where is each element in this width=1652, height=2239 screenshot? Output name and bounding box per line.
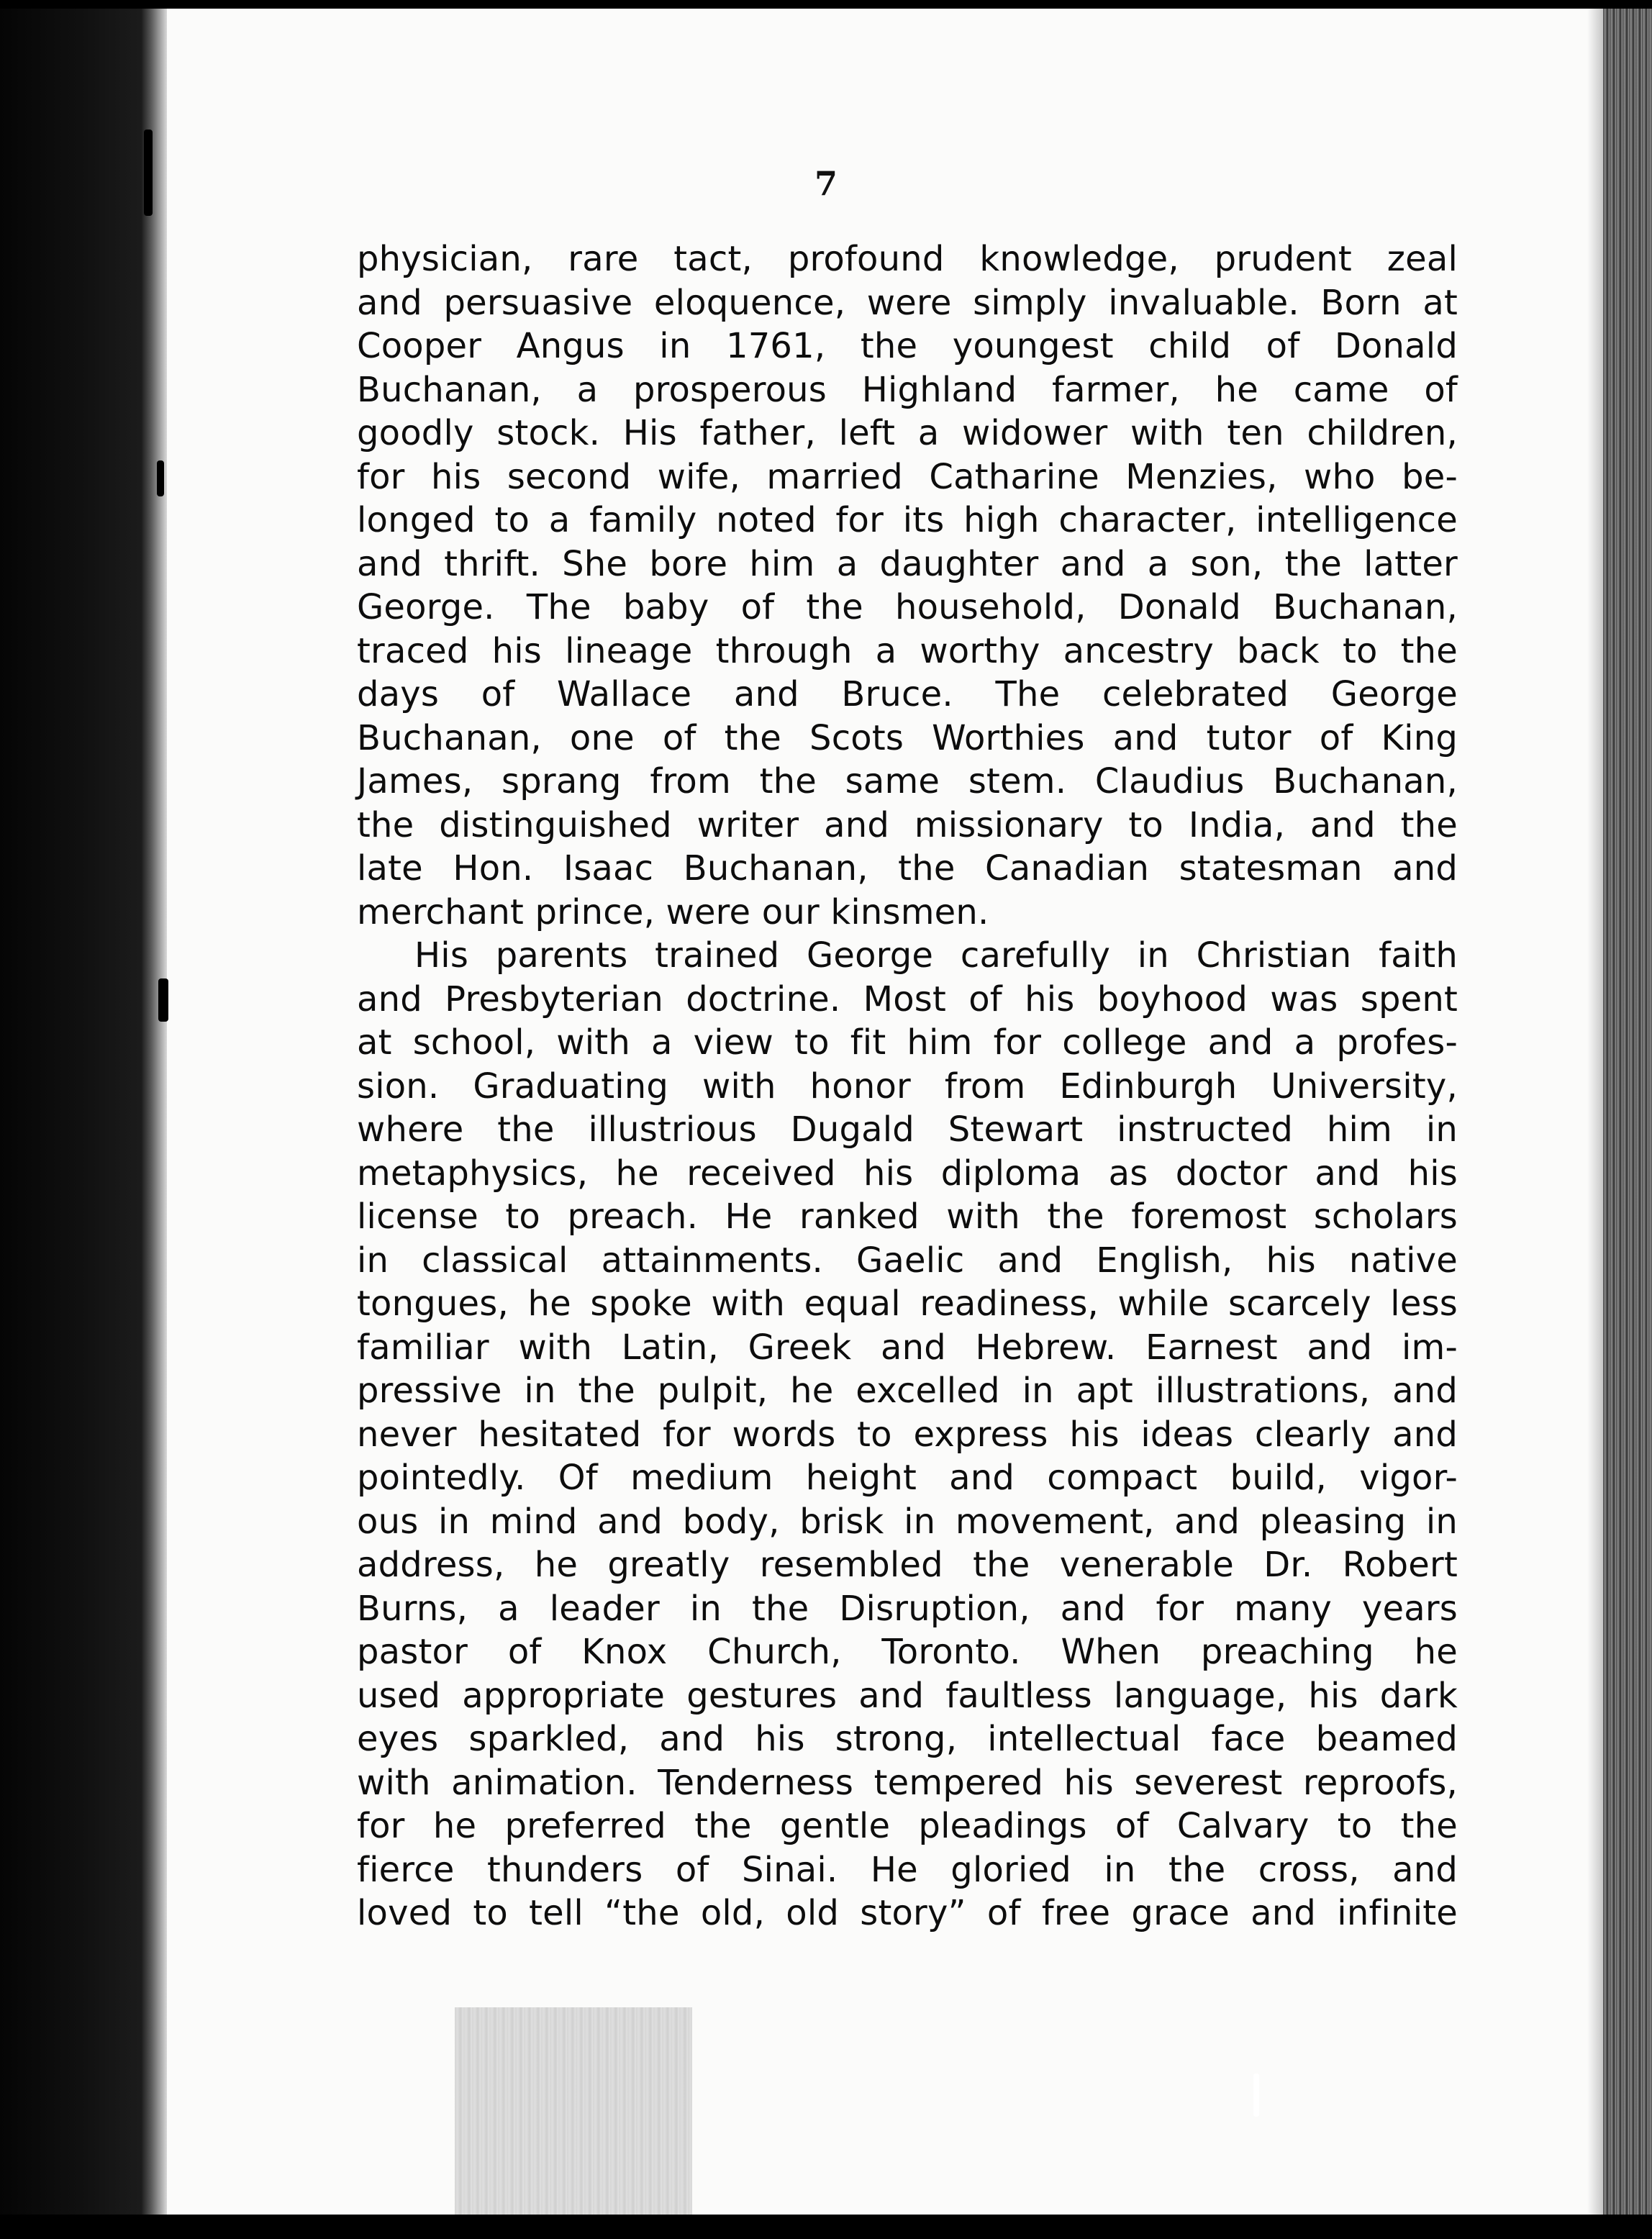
scan-top-border <box>0 0 1652 9</box>
text-line: physician, rare tact, profound knowledge, prudent zeal <box>357 239 1458 279</box>
text-line: Burns, a leader in the Disruption, and for many years <box>357 1588 1458 1629</box>
text-line: used appropriate gestures and faultless language, his dark <box>357 1675 1458 1716</box>
text-line: metaphysics, he received his diploma as doctor and his <box>357 1153 1458 1194</box>
text-line: traced his lineage through a worthy ancestry back to the <box>357 630 1458 671</box>
text-line: pressive in the pulpit, he excelled in apt illustrations, and <box>357 1371 1458 1411</box>
text-line: never hesitated for words to express his ideas clearly and <box>357 1414 1458 1455</box>
binding-mark <box>157 460 164 496</box>
text-line: license to preach. He ranked with the foremost scholars <box>357 1196 1458 1237</box>
text-line: for his second wife, married Catharine Menzies, who be- <box>357 456 1458 497</box>
text-line: longed to a family noted for its high character, intelligence <box>357 500 1458 540</box>
text-line: pastor of Knox Church, Toronto. When preaching he <box>357 1632 1458 1672</box>
text-line: for he preferred the gentle pleadings of Calvary to the <box>357 1806 1458 1846</box>
text-line: merchant prince, were our kinsmen. <box>357 891 989 932</box>
text-line: Cooper Angus in 1761, the youngest child of Donald <box>357 326 1458 366</box>
text-line: George. The baby of the household, Donald Buchanan, <box>357 587 1458 627</box>
scan-bottom-border <box>0 2215 1652 2239</box>
text-line: and Presbyterian doctrine. Most of his boyhood was spent <box>357 978 1458 1019</box>
text-line: days of Wallace and Bruce. The celebrated George <box>357 674 1458 714</box>
scan-left-margin <box>0 0 144 2239</box>
text-line: where the illustrious Dugald Stewart instructed him in <box>357 1109 1458 1150</box>
scan-artifact <box>1253 2074 1259 2117</box>
page-stack-edge <box>1603 0 1652 2239</box>
text-line: address, he greatly resembled the venerable Dr. Robert <box>357 1545 1458 1585</box>
text-line: eyes sparkled, and his strong, intellectual face beamed <box>357 1719 1458 1759</box>
text-line: fierce thunders of Sinai. He gloried in the cross, and <box>357 1849 1458 1890</box>
paper-smudge <box>455 2007 692 2223</box>
text-line: Buchanan, one of the Scots Worthies and tutor of King <box>357 717 1458 758</box>
text-line: loved to tell “the old, old story” of free grace and infinite <box>357 1893 1458 1933</box>
text-line: and thrift. She bore him a daughter and a son, the latter <box>357 543 1458 584</box>
text-line: in classical attainments. Gaelic and English, his native <box>357 1240 1458 1281</box>
page-number: 7 <box>814 164 838 203</box>
text-line: late Hon. Isaac Buchanan, the Canadian statesman and <box>357 848 1458 889</box>
text-line: and persuasive eloquence, were simply invaluable. Born at <box>357 282 1458 323</box>
text-line: tongues, he spoke with equal readiness, while scarcely less <box>357 1284 1458 1324</box>
text-line: familiar with Latin, Greek and Hebrew. Earnest and im- <box>357 1327 1458 1368</box>
binding-shadow <box>141 0 167 2239</box>
text-line: with animation. Tenderness tempered his severest reproofs, <box>357 1762 1458 1803</box>
text-line: James, sprang from the same stem. Claudius Buchanan, <box>357 761 1458 801</box>
text-line: Buchanan, a prosperous Highland farmer, he came of <box>357 369 1458 410</box>
text-line: goodly stock. His father, left a widower with ten children, <box>357 413 1458 453</box>
text-line: at school, with a view to fit him for college and a profes- <box>357 1022 1458 1063</box>
text-line: sion. Graduating with honor from Edinburgh University, <box>357 1066 1458 1107</box>
body-text <box>357 237 1458 1935</box>
text-line: pointedly. Of medium height and compact build, vigor- <box>357 1458 1458 1498</box>
text-line: His parents trained George carefully in Christian faith <box>414 935 1458 976</box>
text-line: ous in mind and body, brisk in movement, and pleasing in <box>357 1501 1458 1542</box>
text-line: the distinguished writer and missionary to India, and the <box>357 804 1458 845</box>
binding-mark <box>158 978 168 1022</box>
